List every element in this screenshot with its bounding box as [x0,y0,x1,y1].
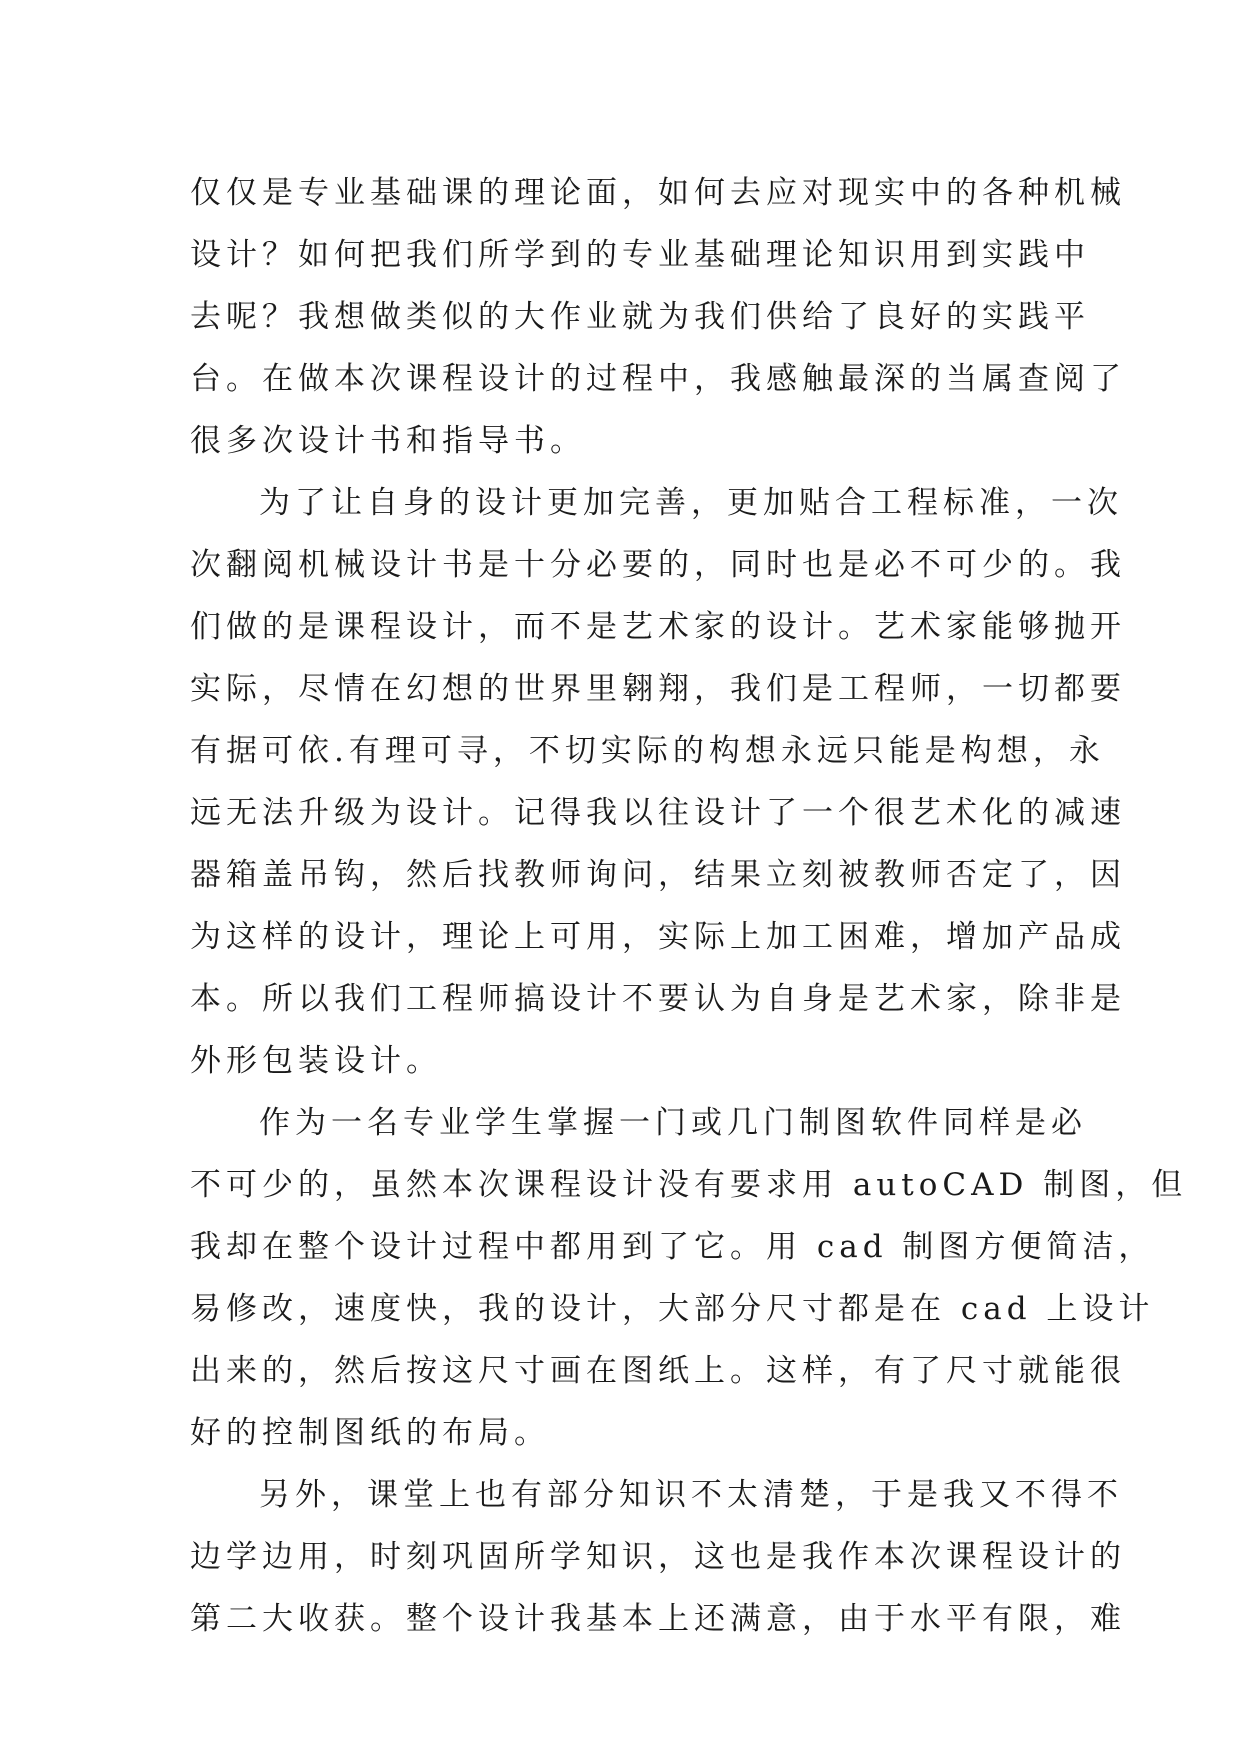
text-line: 作为一名专业学生掌握一门或几门制图软件同样是必 [259,1105,1087,1141]
text-line: 仅仅是专业基础课的理论面，如何去应对现实中的各种机械 [190,175,1126,211]
text-line: 们做的是课程设计，而不是艺术家的设计。艺术家能够抛开 [190,609,1126,645]
text-line: 外形包装设计。 [190,1043,442,1079]
paragraph-1 [190,162,1126,472]
text-line: 第二大收获。整个设计我基本上还满意，由于水平有限，难 [190,1601,1126,1637]
text-line: 好的控制图纸的布局。 [190,1415,550,1451]
text-line: 边学边用，时刻巩固所学知识，这也是我作本次课程设计的 [190,1539,1126,1575]
text-line: 去呢？我想做类似的大作业就为我们供给了良好的实践平 [190,299,1090,335]
text-line: 另外，课堂上也有部分知识不太清楚，于是我又不得不 [259,1477,1123,1513]
paragraph-4 [190,1464,1126,1650]
text-line: 有据可依.有理可寻，不切实际的构想永远只能是构想，永 [190,733,1105,769]
text-line: 易修改，速度快，我的设计，大部分尺寸都是在 cad 上设计 [190,1291,1155,1327]
text-line: 本。所以我们工程师搞设计不要认为自身是艺术家，除非是 [190,981,1126,1017]
text-line: 不可少的，虽然本次课程设计没有要求用 autoCAD 制图，但 [190,1167,1188,1203]
paragraph-3 [190,1092,1188,1464]
text-line: 器箱盖吊钩，然后找教师询问，结果立刻被教师否定了，因 [190,857,1126,893]
text-line: 为了让自身的设计更加完善，更加贴合工程标准，一次 [259,485,1123,521]
text-line: 为这样的设计，理论上可用，实际上加工困难，增加产品成 [190,919,1126,955]
text-line: 远无法升级为设计。记得我以往设计了一个很艺术化的减速 [190,795,1126,831]
text-line: 出来的，然后按这尺寸画在图纸上。这样，有了尺寸就能很 [190,1353,1126,1389]
text-line: 实际，尽情在幻想的世界里翱翔，我们是工程师，一切都要 [190,671,1126,707]
document-body [190,162,1188,1650]
text-line: 次翻阅机械设计书是十分必要的，同时也是必不可少的。我 [190,547,1126,583]
paragraph-2 [190,472,1126,1092]
text-line: 设计？如何把我们所学到的专业基础理论知识用到实践中 [190,237,1090,273]
text-line: 台。在做本次课程设计的过程中，我感触最深的当属查阅了 [190,361,1126,397]
text-line: 很多次设计书和指导书。 [190,423,586,459]
text-line: 我却在整个设计过程中都用到了它。用 cad 制图方便简洁， [190,1229,1155,1265]
